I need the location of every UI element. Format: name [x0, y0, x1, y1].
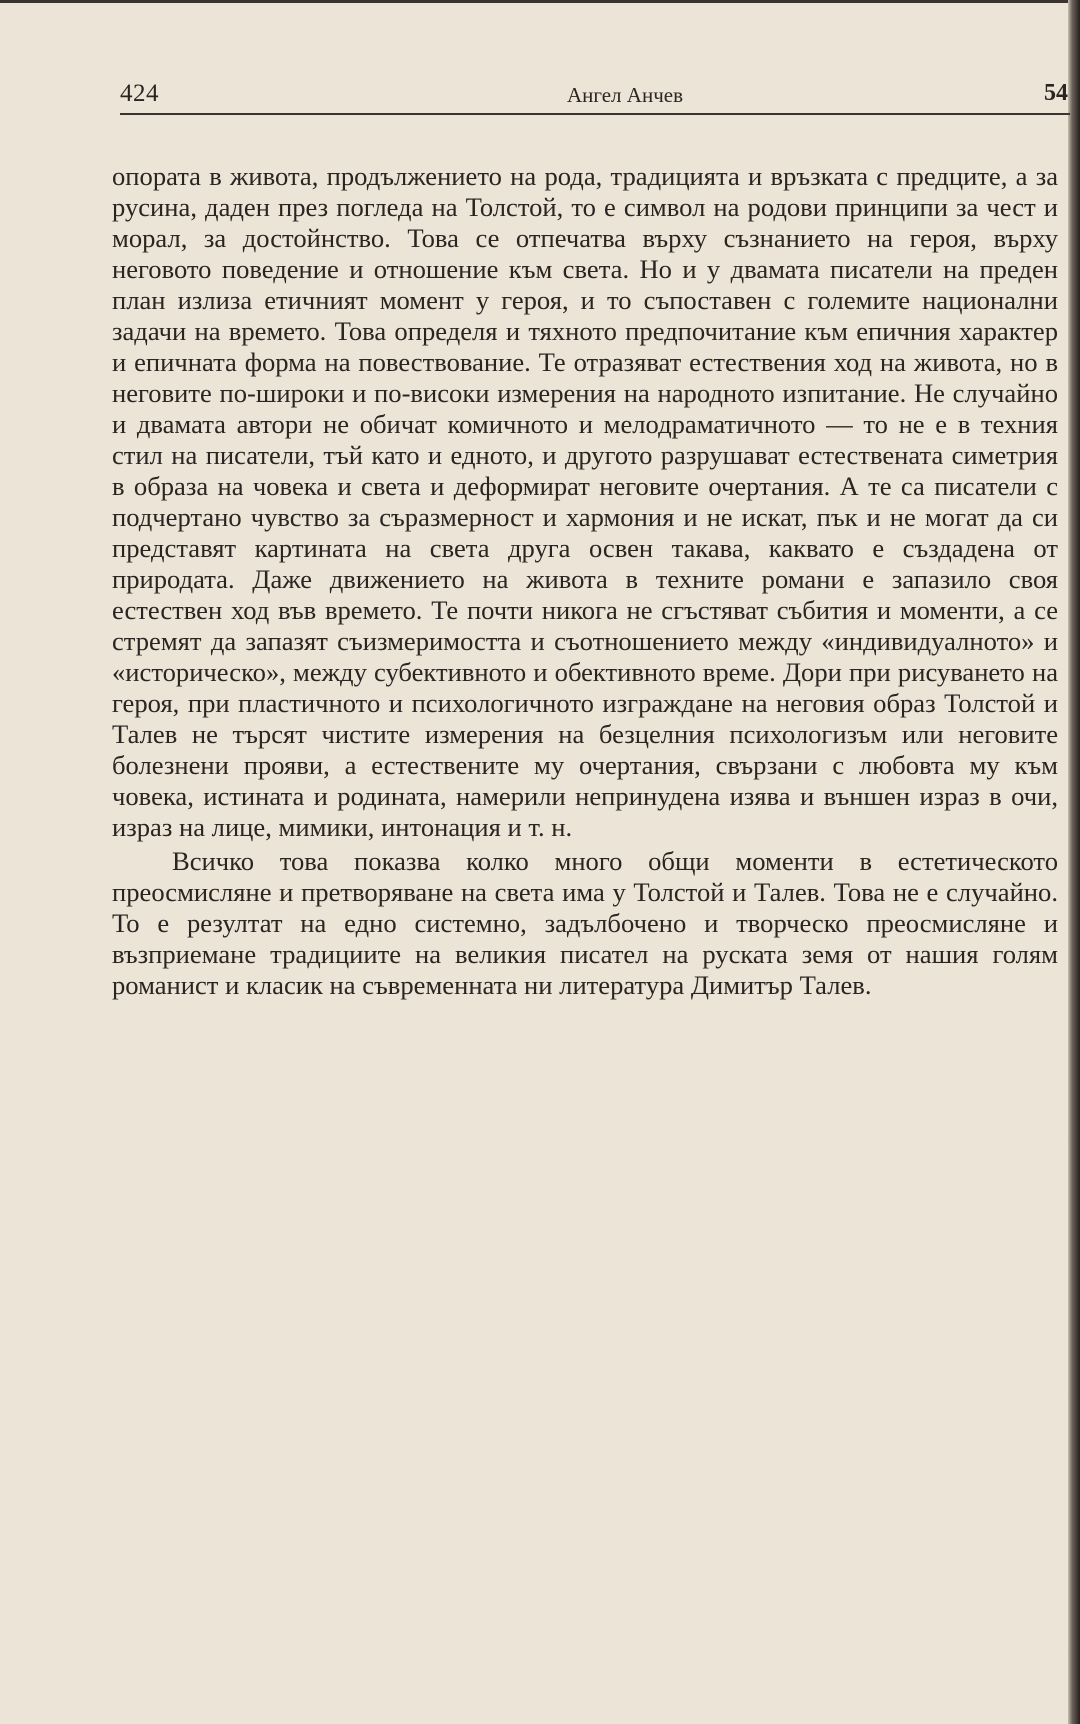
page-number: 424: [120, 80, 159, 107]
body-text: [112, 161, 1058, 1001]
running-title: Ангел Анчев: [567, 83, 683, 107]
margin-mark: 54: [1044, 80, 1068, 106]
page-binding-shadow: [1068, 0, 1080, 1724]
page-top-edge: [0, 0, 1080, 3]
header-rule: [120, 113, 1070, 115]
page-header: [120, 80, 1068, 114]
paragraph: Всичко това показва колко много общи моменти в естетическото преосмисляне и претворяване на света има у Толстой и Талев. Това не е случайно. То е резултат на едно системно, задълбочено и творческо преосмисляне и възприемане традициите на великия писател на руската земя от нашия голям романист и класик на съвременната ни литература Димитър Талев.: [112, 846, 1058, 1000]
paragraph: опората в живота, продължението на рода, традицията и връзката с предците, а за русина, даден през погледа на Толстой, то е символ на родови принципи за чест и морал, за достойнство. Това се отпечатва върху съзнанието на героя, върху неговото поведение и отношение към света. Но и у двамата писатели на преден план излиза етичният момент у героя, и то съпоставен с големите национални задачи на времето. Това определя и тяхното предпочитание към епичния характер и епичната форма на повествование. Те отразяват естествения ход на живота, но в неговите по-широки и по-високи измерения на народното изпитание. Не случайно и двамата автори не обичат комичното и мелодраматичното — то не е в техния стил на писатели, тъй като и едното, и другото разрушават естествената симетрия в образа на човека и света и деформират неговите очертания. А те са писатели с подчертано чувство за съразмерност и хармония и не искат, пък и не могат да си представят картината на света друга освен такава, каквато е създадена от природата. Даже движението на живота в техните романи е запазило своя естествен ход във времето. Те почти никога не сгъстяват събития и моменти, а се стремят да запазят съизмеримостта и съотношението между «индивидуалното» и «историческо», между субективното и обективното време. Дори при рисуването на героя, при пластичното и психологичното изграждане на неговия образ Толстой и Талев не търсят чистите измерения на безцелния психологизъм или неговите болезнени прояви, а естествените му очертания, свързани с любовта му към човека, истината и родината, намерили непринудена изява и външен израз в очи, израз на лице, мимики, интонация и т. н.: [112, 161, 1058, 842]
